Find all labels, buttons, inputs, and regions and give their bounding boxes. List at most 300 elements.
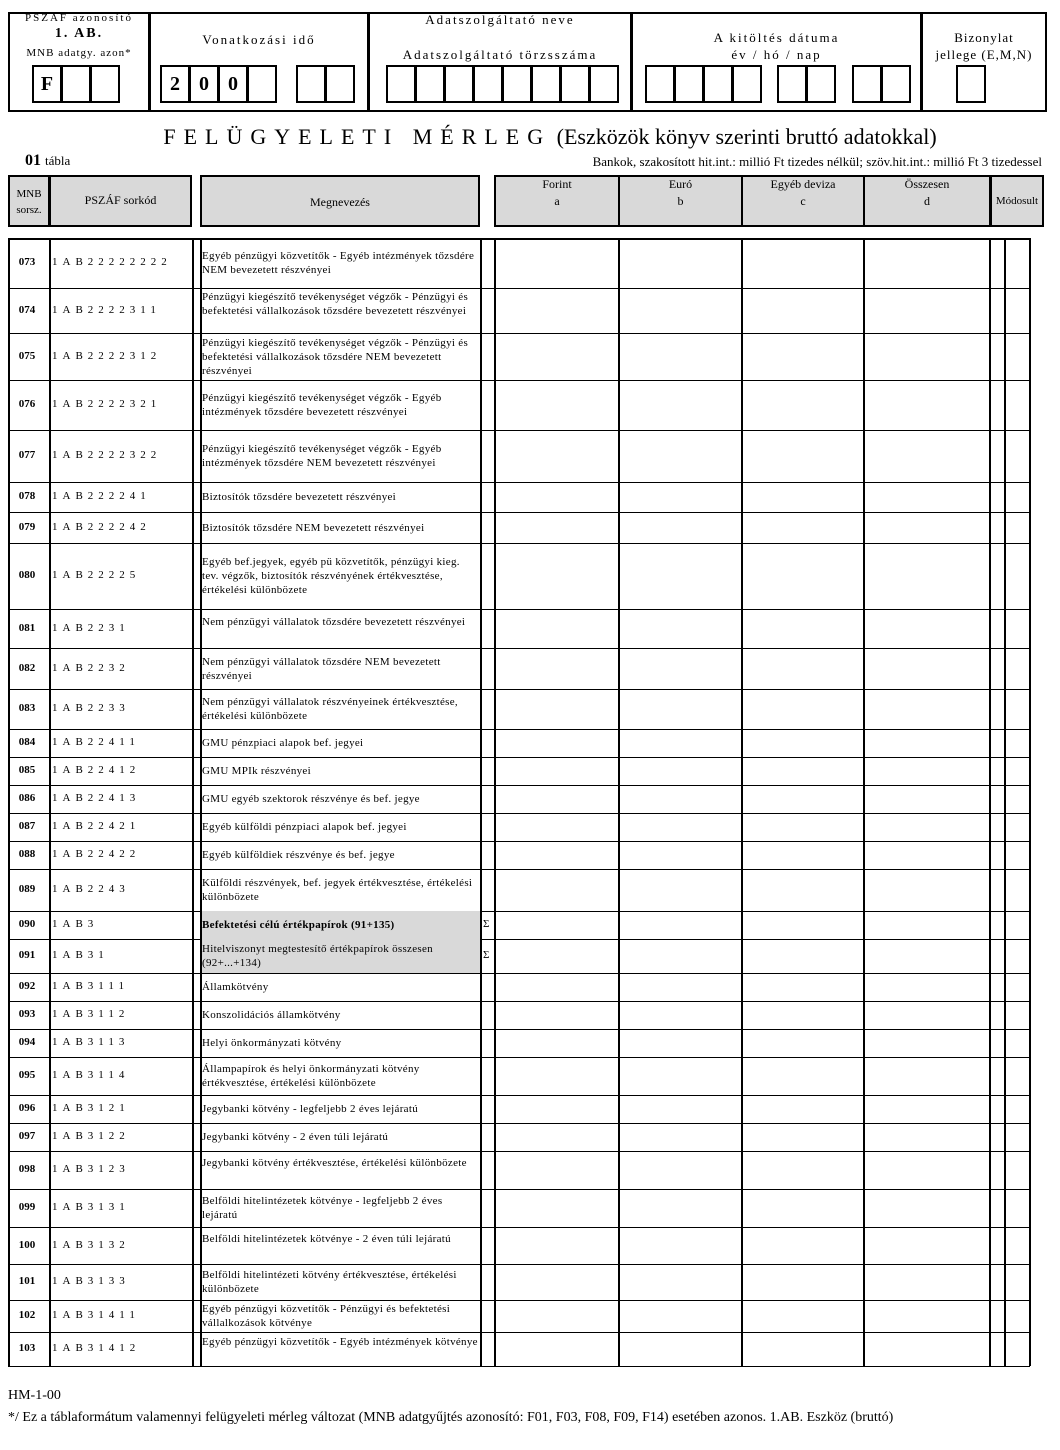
table-row (0, 1095, 1060, 1123)
period-digit-4[interactable] (247, 65, 277, 103)
cell-euro[interactable] (619, 430, 741, 482)
date-month-1[interactable] (777, 65, 807, 103)
row-pszaf-code: 1AB3112 (52, 1008, 130, 1020)
cell-mod[interactable] (1005, 1300, 1029, 1332)
row-name: Helyi önkormányzati kötvény (202, 1037, 342, 1049)
cell-forint[interactable] (495, 757, 618, 785)
row-mnb-number: 093 (18, 1008, 36, 1020)
cell-other[interactable] (742, 238, 863, 288)
row-pszaf-code: 1AB2222321 (52, 398, 162, 410)
table-row (0, 482, 1060, 512)
cell-total[interactable] (864, 1300, 989, 1332)
cell-forint[interactable] (495, 512, 618, 543)
table-row (0, 689, 1060, 729)
cell-forint[interactable] (495, 1057, 618, 1095)
cell-forint[interactable] (495, 482, 618, 512)
cell-forint[interactable] (495, 380, 618, 430)
cell-euro[interactable] (619, 1300, 741, 1332)
row-name: Egyéb pénzügyi közvetítők - Pénzügyi és befektetési vállalkozások kötvénye (202, 1303, 451, 1329)
cell-total[interactable] (864, 482, 989, 512)
cell-mod[interactable] (1005, 482, 1029, 512)
cell-total[interactable] (864, 333, 989, 380)
table-row (0, 1300, 1060, 1332)
cell-forint[interactable] (495, 689, 618, 729)
doc-type-digit[interactable] (956, 65, 986, 103)
cell-total[interactable] (864, 841, 989, 869)
cell-euro[interactable] (619, 609, 741, 648)
cell-euro[interactable] (619, 785, 741, 813)
row-name: Pénzügyi kiegészítő tevékenységet végzők - Egyéb intézmények tőzsdére bevezetett részvényei (202, 392, 442, 418)
page-title (0, 124, 1060, 150)
cell-total[interactable] (864, 939, 989, 973)
cell-euro[interactable] (619, 648, 741, 689)
cell-total[interactable] (864, 1029, 989, 1057)
row-mnb-number: 087 (18, 820, 36, 832)
cell-mod[interactable] (1005, 1123, 1029, 1151)
row-pszaf-code: 1AB2231 (52, 621, 130, 634)
cell-total[interactable] (864, 1332, 989, 1366)
row-pszaf-code: 1AB3123 (52, 1163, 130, 1175)
sigma-icon: Σ (483, 918, 490, 930)
cell-mod[interactable] (1005, 939, 1029, 973)
cell-total[interactable] (864, 1227, 989, 1264)
col-header-mnb (8, 175, 50, 227)
cell-euro[interactable] (619, 512, 741, 543)
row-pszaf-code: 1AB3131 (52, 1201, 130, 1213)
cell-euro[interactable] (619, 813, 741, 841)
row-mnb-number: 102 (18, 1309, 36, 1321)
column-divider (989, 238, 991, 1366)
cell-other[interactable] (742, 380, 863, 430)
column-divider (863, 238, 865, 1366)
provider-digit-5[interactable] (502, 65, 532, 103)
row-mnb-number: 079 (18, 520, 36, 533)
table-row (0, 1123, 1060, 1151)
cell-mod[interactable] (1005, 869, 1029, 911)
row-name: Nem pénzügyi vállalatok részvényeinek értékvesztése, értékelési különbözete (202, 696, 458, 722)
provider-digit-7[interactable] (560, 65, 590, 103)
row-pszaf-code: 1AB3132 (52, 1238, 130, 1251)
cell-total[interactable] (864, 1123, 989, 1151)
cell-mod[interactable] (1005, 609, 1029, 648)
row-name: Jegybanki kötvény értékvesztése, értékelési különbözete (202, 1157, 467, 1169)
cell-other[interactable] (742, 512, 863, 543)
cell-other[interactable] (742, 973, 863, 1001)
row-pszaf-code: 1AB3133 (52, 1275, 130, 1287)
cell-forint[interactable] (495, 1123, 618, 1151)
row-name: Befektetési célú értékpapírok (91+135) (202, 919, 395, 931)
cell-other[interactable] (742, 288, 863, 333)
row-pszaf-code: 1AB22422 (52, 848, 141, 860)
cell-mod[interactable] (1005, 1332, 1029, 1366)
cell-other[interactable] (742, 1123, 863, 1151)
col-forint-letter: a (554, 194, 560, 208)
table-row (0, 1057, 1060, 1095)
row-name: Belföldi hitelintézetek kötvénye - legfeljebb 2 éves lejáratú (202, 1195, 443, 1221)
row-pszaf-code: 1AB22421 (52, 820, 141, 832)
row-name: GMU pénzpiaci alapok bef. jegyei (202, 737, 364, 749)
cell-mod[interactable] (1005, 813, 1029, 841)
cell-euro[interactable] (619, 869, 741, 911)
cell-euro[interactable] (619, 1095, 741, 1123)
mnb-digit-2[interactable] (61, 65, 91, 103)
cell-forint[interactable] (495, 869, 618, 911)
cell-mod[interactable] (1005, 1151, 1029, 1189)
cell-forint[interactable] (495, 1095, 618, 1123)
cell-other[interactable] (742, 911, 863, 939)
cell-forint[interactable] (495, 841, 618, 869)
cell-euro[interactable] (619, 482, 741, 512)
cell-total[interactable] (864, 1095, 989, 1123)
cell-euro[interactable] (619, 380, 741, 430)
row-pszaf-code: 1AB3114 (52, 1069, 130, 1081)
provider-digit-2[interactable] (415, 65, 445, 103)
cell-other[interactable] (742, 689, 863, 729)
row-mnb-number: 099 (18, 1201, 36, 1213)
column-divider (480, 238, 482, 1366)
table-row (0, 1332, 1060, 1366)
provider-digit-8[interactable] (589, 65, 619, 103)
row-pszaf-code: 1AB222242 (52, 520, 151, 533)
row-mnb-number: 095 (18, 1069, 36, 1081)
col-euro-letter: b (677, 194, 684, 208)
table-row (0, 1227, 1060, 1264)
cell-mod[interactable] (1005, 785, 1029, 813)
cell-forint[interactable] (495, 1001, 618, 1029)
row-name: Államkötvény (202, 981, 269, 993)
cell-euro[interactable] (619, 288, 741, 333)
row-mnb-number: 092 (18, 980, 36, 992)
cell-total[interactable] (864, 430, 989, 482)
row-name: Pénzügyi kiegészítő tevékenységet végzők - Pénzügyi és befektetési vállalkozások tőzsdére bevezetett részvényei (202, 290, 469, 317)
period-label: Vonatkozási idő (202, 32, 316, 47)
cell-forint[interactable] (495, 973, 618, 1001)
cell-forint[interactable] (495, 543, 618, 609)
col-total-label: Összesen (904, 177, 950, 191)
cell-other[interactable] (742, 1227, 863, 1264)
cell-euro[interactable] (619, 1001, 741, 1029)
table-row (0, 729, 1060, 757)
cell-euro[interactable] (619, 1264, 741, 1300)
table-row (0, 288, 1060, 333)
row-pszaf-code: 1AB22412 (52, 764, 141, 776)
period-digit-6[interactable] (325, 65, 355, 103)
cell-forint[interactable] (495, 939, 618, 973)
cell-euro[interactable] (619, 1332, 741, 1366)
row-mnb-number: 085 (18, 764, 36, 776)
row-mnb-number: 094 (18, 1036, 36, 1048)
cell-total[interactable] (864, 689, 989, 729)
cell-other[interactable] (742, 729, 863, 757)
pszaf-code: 1. AB. (54, 26, 104, 41)
row-mnb-number: 077 (18, 449, 36, 461)
cell-total[interactable] (864, 1189, 989, 1227)
cell-mod[interactable] (1005, 689, 1029, 729)
cell-forint[interactable] (495, 1151, 618, 1189)
cell-forint[interactable] (495, 1264, 618, 1300)
provider-id-label: Adatszolgáltató törzsszáma (402, 47, 598, 62)
cell-other[interactable] (742, 1001, 863, 1029)
cell-total[interactable] (864, 1001, 989, 1029)
col-total-letter: d (924, 194, 930, 208)
cell-other[interactable] (742, 333, 863, 380)
cell-other[interactable] (742, 1264, 863, 1300)
table-row (0, 430, 1060, 482)
cell-euro[interactable] (619, 841, 741, 869)
cell-forint[interactable] (495, 648, 618, 689)
cell-forint[interactable] (495, 1029, 618, 1057)
cell-mod[interactable] (1005, 430, 1029, 482)
cell-euro[interactable] (619, 911, 741, 939)
col-header-euro (618, 175, 743, 227)
col-header-mod (990, 175, 1044, 227)
cell-total[interactable] (864, 1264, 989, 1300)
cell-other[interactable] (742, 841, 863, 869)
cell-total[interactable] (864, 1057, 989, 1095)
cell-forint[interactable] (495, 1189, 618, 1227)
provider-digit-4[interactable] (473, 65, 503, 103)
column-divider (49, 238, 51, 1366)
col-header-other (741, 175, 865, 227)
cell-other[interactable] (742, 482, 863, 512)
period-digit-2[interactable]: 0 (189, 65, 219, 103)
cell-euro[interactable] (619, 757, 741, 785)
units-note: Bankok, szakosított hit.int.: millió Ft tizedes nélkül; szöv.hit.int.: millió Ft 3 tizedessel (592, 154, 1042, 169)
cell-mod[interactable] (1005, 333, 1029, 380)
cell-mod[interactable] (1005, 1001, 1029, 1029)
cell-other[interactable] (742, 609, 863, 648)
period-digit-1[interactable]: 2 (160, 65, 190, 103)
row-pszaf-code: 1AB2222312 (52, 349, 162, 362)
mnb-digit-1[interactable]: F (32, 65, 62, 103)
table-row (0, 543, 1060, 609)
cell-mod[interactable] (1005, 841, 1029, 869)
cell-other[interactable] (742, 1151, 863, 1189)
column-divider (1004, 238, 1006, 1366)
table-row (0, 1151, 1060, 1189)
cell-euro[interactable] (619, 939, 741, 973)
row-mnb-number: 100 (18, 1238, 36, 1251)
row-pszaf-code: 1AB3122 (52, 1130, 130, 1142)
row-mnb-number: 078 (18, 490, 36, 502)
cell-euro[interactable] (619, 1057, 741, 1095)
row-name: Nem pénzügyi vállalatok tőzsdére NEM bevezetett részvényei (202, 655, 441, 682)
row-pszaf-code: 1AB222241 (52, 490, 151, 502)
row-pszaf-code: 1AB22413 (52, 792, 141, 804)
cell-other[interactable] (742, 1057, 863, 1095)
cell-forint[interactable] (495, 813, 618, 841)
row-pszaf-code: 1AB3113 (52, 1036, 130, 1048)
cell-mod[interactable] (1005, 1264, 1029, 1300)
cell-forint[interactable] (495, 288, 618, 333)
cell-euro[interactable] (619, 973, 741, 1001)
cell-forint[interactable] (495, 911, 618, 939)
doc-type-label: Bizonylat (954, 30, 1014, 45)
row-mnb-number: 081 (18, 621, 36, 634)
cell-total[interactable] (864, 973, 989, 1001)
provider-digit-6[interactable] (531, 65, 561, 103)
cell-euro[interactable] (619, 333, 741, 380)
cell-euro[interactable] (619, 729, 741, 757)
cell-mod[interactable] (1005, 648, 1029, 689)
table-row (0, 333, 1060, 380)
cell-forint[interactable] (495, 1332, 618, 1366)
date-day-2[interactable] (881, 65, 911, 103)
cell-forint[interactable] (495, 729, 618, 757)
row-mnb-number: 073 (18, 256, 36, 268)
cell-euro[interactable] (619, 1151, 741, 1189)
cell-euro[interactable] (619, 1029, 741, 1057)
row-name: Jegybanki kötvény - legfeljebb 2 éves lejáratú (202, 1103, 419, 1115)
column-divider (192, 238, 194, 1366)
cell-other[interactable] (742, 1332, 863, 1366)
cell-euro[interactable] (619, 238, 741, 288)
cell-other[interactable] (742, 785, 863, 813)
period-digit-3[interactable]: 0 (218, 65, 248, 103)
table-row (0, 911, 1060, 939)
table-number (25, 152, 70, 170)
cell-euro[interactable] (619, 1227, 741, 1264)
cell-total[interactable] (864, 543, 989, 609)
provider-digit-1[interactable] (386, 65, 416, 103)
date-month-2[interactable] (806, 65, 836, 103)
cell-other[interactable] (742, 430, 863, 482)
date-year-1[interactable] (645, 65, 675, 103)
table-row (0, 648, 1060, 689)
cell-euro[interactable] (619, 543, 741, 609)
col-other-letter: c (800, 194, 806, 208)
col-other-label: Egyéb deviza (770, 177, 836, 191)
date-year-2[interactable] (674, 65, 704, 103)
row-pszaf-code: 1AB22411 (52, 736, 140, 748)
cell-total[interactable] (864, 1151, 989, 1189)
row-pszaf-code: 1AB2243 (52, 883, 130, 895)
cell-euro[interactable] (619, 1123, 741, 1151)
col-header-forint (494, 175, 620, 227)
doc-type-label2: jellege (E,M,N) (935, 47, 1033, 62)
cell-other[interactable] (742, 813, 863, 841)
table-row (0, 973, 1060, 1001)
row-pszaf-code: 1AB3111 (52, 980, 129, 992)
cell-mod[interactable] (1005, 973, 1029, 1001)
cell-total[interactable] (864, 869, 989, 911)
cell-mod[interactable] (1005, 1057, 1029, 1095)
cell-total[interactable] (864, 757, 989, 785)
row-name: Egyéb pénzügyi közvetítők - Egyéb intézmények kötvénye (202, 1336, 478, 1348)
mnb-label: MNB adatgy. azon* (26, 47, 132, 59)
cell-forint[interactable] (495, 1300, 618, 1332)
cell-total[interactable] (864, 648, 989, 689)
col-forint-label: Forint (542, 177, 572, 191)
cell-other[interactable] (742, 869, 863, 911)
cell-total[interactable] (864, 380, 989, 430)
cell-other[interactable] (742, 648, 863, 689)
row-mnb-number: 096 (18, 1102, 36, 1114)
mnb-digit-3[interactable] (90, 65, 120, 103)
cell-mod[interactable] (1005, 380, 1029, 430)
row-mnb-number: 090 (18, 918, 36, 930)
row-name: Belföldi hitelintézeti kötvény értékvesztése, értékelési különbözete (202, 1269, 457, 1295)
cell-other[interactable] (742, 543, 863, 609)
row-mnb-number: 091 (18, 949, 36, 961)
cell-total[interactable] (864, 238, 989, 288)
row-mnb-number: 074 (18, 303, 36, 316)
cell-mod[interactable] (1005, 288, 1029, 333)
sigma-icon: Σ (483, 949, 490, 961)
cell-total[interactable] (864, 813, 989, 841)
cell-mod[interactable] (1005, 512, 1029, 543)
cell-mod[interactable] (1005, 238, 1029, 288)
row-pszaf-code: 1AB31411 (52, 1309, 140, 1321)
cell-forint[interactable] (495, 430, 618, 482)
row-name: Pénzügyi kiegészítő tevékenységet végzők - Egyéb intézmények tőzsdére NEM bevezetett részvényei (202, 443, 442, 469)
cell-other[interactable] (742, 757, 863, 785)
cell-mod[interactable] (1005, 729, 1029, 757)
row-name: Konszolidációs államkötvény (202, 1009, 341, 1021)
cell-mod[interactable] (1005, 757, 1029, 785)
row-mnb-number: 098 (18, 1163, 36, 1175)
date-year-3[interactable] (703, 65, 733, 103)
cell-euro[interactable] (619, 689, 741, 729)
cell-euro[interactable] (619, 1189, 741, 1227)
cell-total[interactable] (864, 288, 989, 333)
row-name: Nem pénzügyi vállalatok tőzsdére bevezetett részvényei (202, 615, 466, 628)
date-year-4[interactable] (732, 65, 762, 103)
table-row (0, 512, 1060, 543)
row-mnb-number: 103 (18, 1342, 36, 1354)
title-sub: (Eszközök könyv szerinti bruttó adatokkal) (556, 124, 937, 149)
cell-other[interactable] (742, 1300, 863, 1332)
cell-forint[interactable] (495, 238, 618, 288)
cell-mod[interactable] (1005, 1189, 1029, 1227)
cell-total[interactable] (864, 729, 989, 757)
cell-mod[interactable] (1005, 1227, 1029, 1264)
pszaf-label: PSZÁF azonosító (25, 12, 133, 24)
form-code: HM-1-00 (8, 1388, 61, 1403)
row-mnb-number: 082 (18, 661, 36, 674)
cell-other[interactable] (742, 1029, 863, 1057)
provider-digit-3[interactable] (444, 65, 474, 103)
row-mnb-number: 083 (18, 702, 36, 714)
period-digit-5[interactable] (296, 65, 326, 103)
cell-mod[interactable] (1005, 911, 1029, 939)
footer-note: */ Ez a táblaformátum valamennyi felügyeleti mérleg változat (MNB adatgyűjtés azonosító: F01, F03, F08, F09, F14) esetében azonos. 1.AB. Eszköz (bruttó) (8, 1410, 894, 1425)
row-pszaf-code: 1AB2222311 (52, 303, 161, 316)
cell-mod[interactable] (1005, 543, 1029, 609)
cell-forint[interactable] (495, 609, 618, 648)
row-pszaf-code: 1AB3121 (52, 1102, 130, 1114)
cell-mod[interactable] (1005, 1029, 1029, 1057)
cell-other[interactable] (742, 1189, 863, 1227)
row-name: Egyéb külföldi pénzpiaci alapok bef. jegyei (202, 821, 407, 833)
date-day-1[interactable] (852, 65, 882, 103)
cell-forint[interactable] (495, 785, 618, 813)
row-name: Egyéb bef.jegyek, egyéb pü közvetítők, pénzügyi kieg. tev. végzők, biztosítók részvényének értékvesztése, értékelési különbözete (202, 556, 460, 596)
column-divider (618, 238, 620, 1366)
cell-other[interactable] (742, 939, 863, 973)
cell-total[interactable] (864, 911, 989, 939)
cell-total[interactable] (864, 785, 989, 813)
row-name: Állampapírok és helyi önkormányzati kötvény értékvesztése, értékelési különbözete (202, 1063, 420, 1089)
col-mnb-label: MNB sorsz. (16, 188, 42, 216)
cell-other[interactable] (742, 1095, 863, 1123)
cell-mod[interactable] (1005, 1095, 1029, 1123)
cell-forint[interactable] (495, 1227, 618, 1264)
cell-total[interactable] (864, 512, 989, 543)
cell-total[interactable] (864, 609, 989, 648)
cell-forint[interactable] (495, 333, 618, 380)
row-name: Külföldi részvények, bef. jegyek értékvesztése, értékelési különbözete (202, 877, 473, 903)
